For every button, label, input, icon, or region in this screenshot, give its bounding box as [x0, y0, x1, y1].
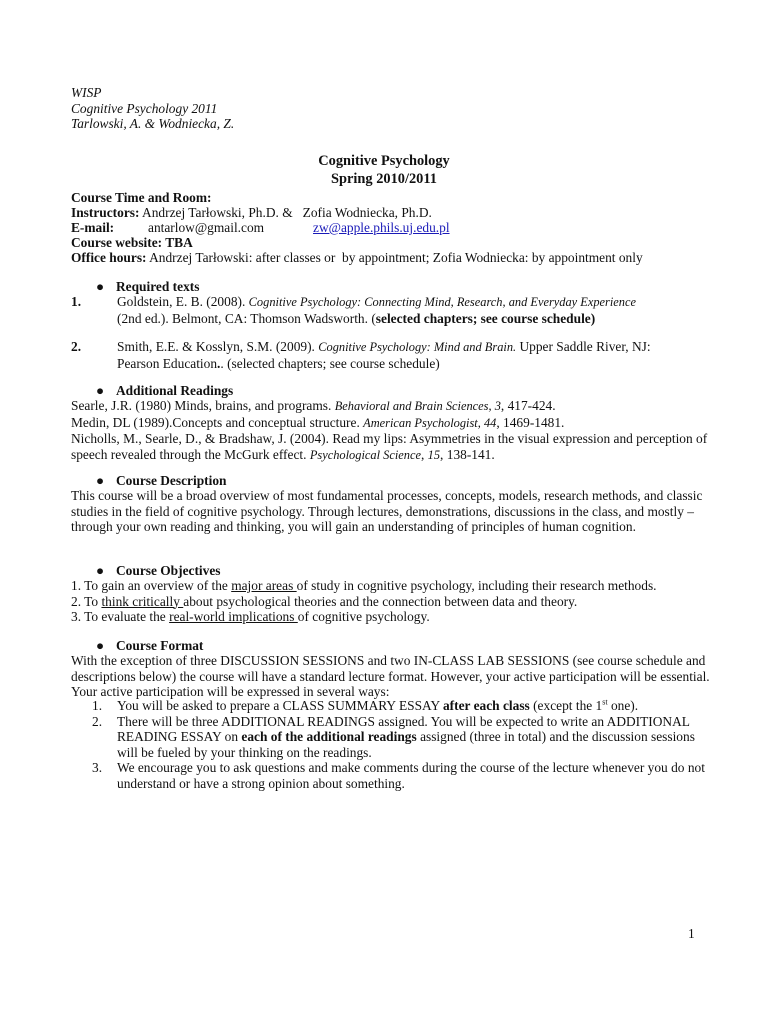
reading-medin-journal: American Psychologist, 44: [363, 415, 497, 430]
header-program: WISP: [71, 85, 102, 100]
reading-nicholls-sep: ,: [420, 446, 428, 462]
course-description-heading: [96, 473, 226, 489]
reading-nicholls: [71, 431, 711, 463]
email-1: antarlow@gmail.com: [148, 220, 265, 235]
course-website: Course website: TBA: [71, 235, 193, 250]
header-course: Cognitive Psychology 2011: [71, 100, 218, 116]
format-item-1-b: after each class: [442, 698, 530, 713]
format-item-3-number: 3.: [92, 760, 103, 776]
page-number: 1: [688, 926, 695, 941]
required-texts-title: Required texts: [116, 279, 200, 294]
office-hours-line: [71, 250, 643, 266]
course-format-intro: With the exception of three DISCUSSION SESSIONS and two IN-CLASS LAB SESSIONS (see course schedule and descriptions below) the course will have a standard lecture format. However, your active participation will be essential. Your active participation will be expressed in several ways:: [71, 653, 710, 700]
objective-2: [71, 594, 711, 610]
reading-medin: [71, 415, 711, 432]
objective-2-a: 2. To: [71, 593, 102, 609]
required-2-author: Smith, E.E. & Kosslyn, S.M. (2009).: [117, 339, 319, 354]
course-description-text: This course will be a broad overview of most fundamental processes, concepts, models, research methods, and classic studies in the field of cognitive psychology. Through lectures, demonstrations, discussions in the class, and mostly – through your own reading and thinking, you will gain an understanding of principles of human cognition.: [71, 488, 703, 535]
reading-medin-text: Medin, DL (1989).Concepts and conceptual structure.: [71, 414, 364, 430]
course-objectives-list: [71, 578, 711, 625]
course-format-title: Course Format: [116, 638, 204, 653]
course-objectives-heading: [96, 563, 221, 579]
reading-medin-pages: , 1469-1481.: [496, 414, 565, 430]
additional-readings-heading: [96, 383, 233, 399]
email-2-link[interactable]: zw@apple.phils.uj.edu.pl: [313, 220, 450, 235]
objective-2-c: about psychological theories and the connection between data and theory.: [183, 593, 578, 609]
page-title: Cognitive Psychology: [318, 153, 450, 169]
required-1-publisher: (2nd ed.). Belmont, CA: Thomson Wadsworth. (: [117, 310, 376, 326]
reading-searle-text: Searle, J.R. (1980) Minds, brains, and programs.: [71, 398, 335, 413]
format-item-1-c: (except the 1: [529, 698, 603, 713]
objective-1: [71, 578, 711, 594]
required-1-note: selected chapters; see course schedule): [375, 310, 596, 326]
document-header: [71, 85, 711, 132]
required-2-publisher: Pearson Education: [117, 355, 218, 371]
course-time-label: Course Time and Room:: [71, 190, 212, 205]
reading-searle-pages: , 417-424.: [500, 398, 556, 413]
reading-nicholls-pages: , 138-141.: [440, 446, 495, 462]
format-item-1-number: 1.: [92, 698, 103, 713]
bullet-icon: ●: [96, 383, 105, 398]
objective-3: [71, 609, 711, 625]
format-item-2-number: 2.: [92, 713, 103, 729]
format-item-2-b: each of the additional readings: [241, 729, 417, 745]
bullet-icon: ●: [96, 279, 105, 294]
reading-nicholls-volume: 15: [427, 447, 441, 462]
course-objectives-title: Course Objectives: [116, 563, 221, 578]
required-text-1: [117, 294, 717, 326]
objective-3-b: real-world implications: [169, 609, 298, 625]
email-line: [71, 220, 450, 236]
required-1-author: Goldstein, E. B. (2008).: [117, 294, 249, 309]
bullet-icon: ●: [96, 563, 105, 578]
course-format-heading: [96, 638, 203, 654]
objective-3-c: of cognitive psychology.: [297, 609, 430, 625]
required-text-2: Smith, E.E. & Kosslyn, S.M. (2009). Cognitive Psychology: Mind and Brain. Upper Saddle River, NJ: Pearson Education.. (selected chapters; see course schedule): [117, 339, 651, 371]
bullet-icon: ●: [96, 473, 105, 488]
additional-readings-list: [71, 398, 711, 463]
office-hours-value: Andrzej Tarłowski: after classes or by appointment; Zofia Wodniecka: by appointment only: [149, 250, 643, 265]
objective-1-a: 1. To gain an overview of the: [71, 578, 232, 593]
required-texts-heading: [96, 279, 199, 295]
required-1-number: 1.: [71, 294, 82, 309]
reading-searle-journal: Behavioral and Brain Sciences, 3: [334, 399, 501, 413]
additional-readings-title: Additional Readings: [116, 383, 234, 398]
page-subtitle: Spring 2010/2011: [331, 171, 437, 187]
format-item-2: [71, 714, 711, 761]
format-item-3: [71, 760, 711, 791]
objective-1-c: of study in cognitive psychology, including their research methods.: [296, 578, 657, 593]
required-2-number: 2.: [71, 339, 82, 354]
format-item-1-e: one).: [607, 698, 639, 713]
instructors-line: [71, 205, 432, 221]
required-2-place: Upper Saddle River, NJ:: [516, 339, 651, 354]
reading-nicholls-journal: Psychological Science: [309, 447, 421, 462]
format-item-2-a: There will be three ADDITIONAL READINGS assigned. You will be expected to write an ADDITIONAL READING ESSAY on: [117, 713, 690, 745]
required-2-title: Cognitive Psychology: Mind and Brain.: [318, 340, 517, 354]
format-item-1: [71, 698, 711, 714]
objective-3-a: 3. To evaluate the: [71, 609, 170, 625]
header-authors: Tarlowski, A. & Wodniecka, Z.: [71, 116, 235, 132]
format-item-1-a: You will be asked to prepare a CLASS SUMMARY ESSAY: [117, 698, 443, 713]
course-description-title: Course Description: [116, 473, 227, 488]
reading-nicholls-text: Nicholls, M., Searle, D., & Bradshaw, J. (2004). Read my lips: Asymmetries in the visual expression and perception of speech revealed through the McGurk effect.: [71, 431, 708, 462]
objective-1-b: major areas: [231, 578, 297, 593]
office-hours-label: Office hours:: [71, 250, 147, 265]
email-label: E-mail:: [71, 220, 115, 235]
instructors-value: Andrzej Tarłowski, Ph.D. & Zofia Wodniecka, Ph.D.: [142, 205, 432, 220]
format-item-3-a: We encourage you to ask questions and make comments during the course of the lecture whenever you do not understand or have a strong opinion about something.: [117, 760, 705, 791]
reading-searle: [71, 398, 711, 415]
course-format-list: [71, 698, 711, 792]
bullet-icon: ●: [96, 638, 105, 653]
format-item-1-sup: st: [602, 697, 608, 707]
objective-2-b: think critically: [101, 593, 184, 609]
required-1-title: Cognitive Psychology: Connecting Mind, Research, and Everyday Experience: [248, 295, 636, 309]
instructors-label: Instructors:: [71, 205, 140, 220]
required-2-note: . (selected chapters; see course schedule): [220, 355, 440, 371]
format-item-2-c: assigned (three in total) and the discussion sessions will be fueled by your thinking on the readings.: [117, 729, 695, 760]
